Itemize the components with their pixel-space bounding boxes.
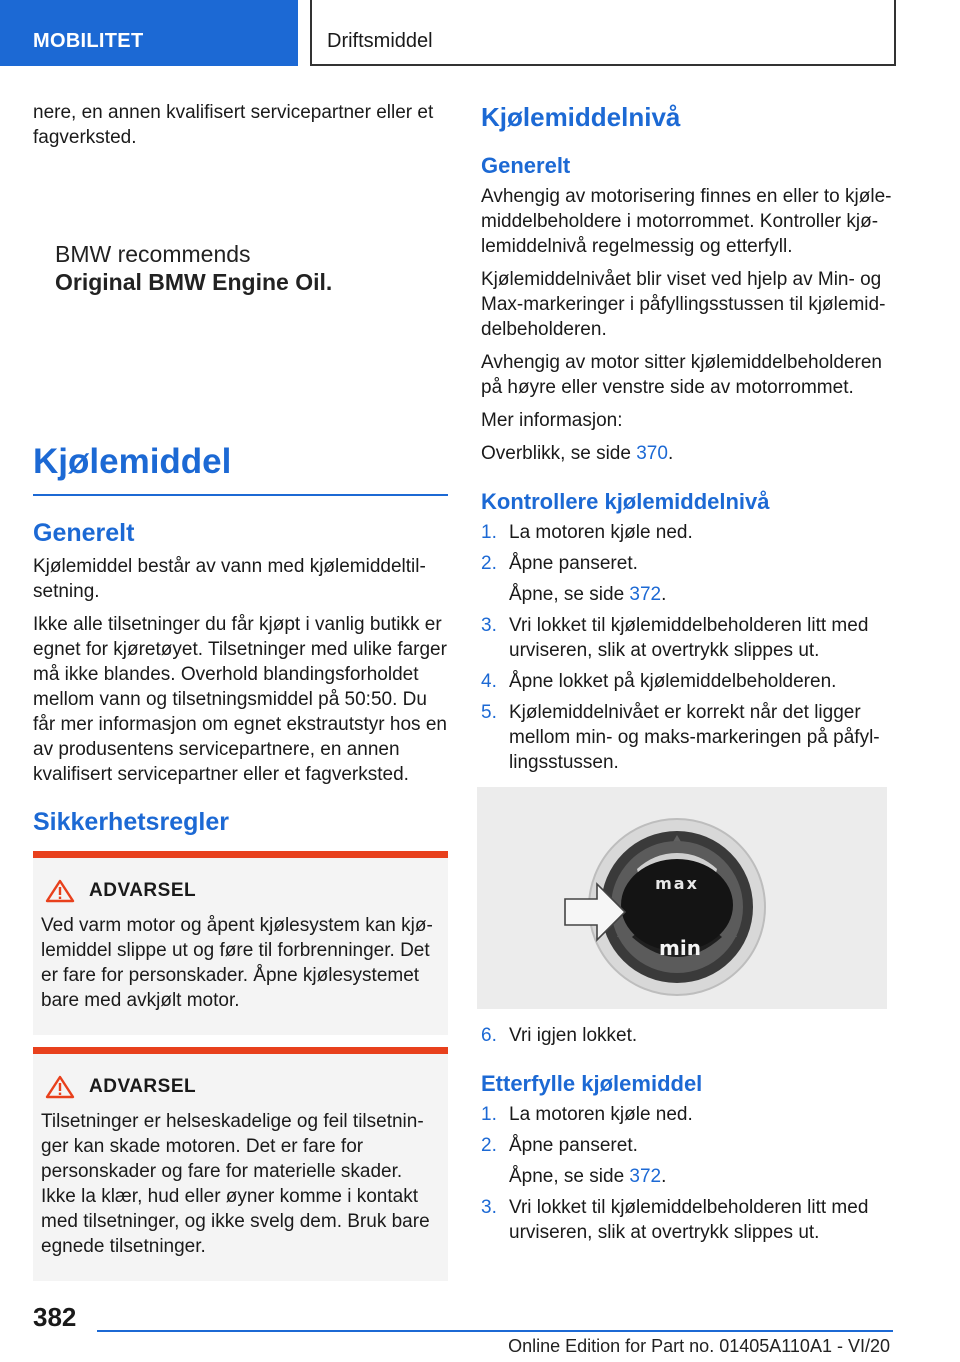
step-number: 3. [481,615,497,636]
step-number: 1. [481,522,497,543]
overview-page-link[interactable]: 370 [636,443,668,464]
warning-label: ADVARSEL [89,1076,197,1097]
step-text: Vri igjen lokket. [509,1025,638,1046]
step-text: Vri lokket til kjølemiddelbeholderen litt med urviseren, slik at overtrykk slippes ut. [509,1197,869,1243]
edition-info: Online Edition for Part no. 01405A110A1 - VI/20 [508,1336,890,1356]
step-number: 1. [481,1104,497,1125]
step-text: Kjølemiddelnivået er korrekt når det ligger mellom min- og maks-markeringen på påfyllingsstussen. [509,702,880,773]
warning-label: ADVARSEL [89,880,197,901]
bmw-oil-advert [33,158,448,418]
warning-text: Ved varm motor og åpent kjølesystem kan kjølemiddel slippe ut og føre til forbrenninger. Det er fare for personskader. Åpne kjølesystemet bare med avkjølt motor. [41,915,433,1011]
coolant-reservoir-illustration [477,787,887,1009]
heading-general: Generelt [481,153,571,178]
list-item [481,1023,893,1048]
list-item [481,1195,893,1245]
step-text: Åpne panseret. [509,553,638,574]
section-tab: MOBILITET [0,0,298,66]
sub-reference-suffix: . [661,584,667,605]
check-steps-list [481,520,893,775]
step-text: La motoren kjøle ned. [509,522,693,543]
list-item [481,700,893,775]
overview-suffix: . [667,443,674,464]
warning-box-1 [33,851,448,1035]
coolant-cap-photo [477,787,887,1009]
warning-triangle-icon [45,879,75,903]
step-sub-reference [509,1164,893,1189]
chapter-tab: Driftsmiddel [310,0,896,66]
overview-reference [481,441,893,466]
page-link-372[interactable]: 372 [629,584,662,605]
general-paragraph-1: Kjølemiddel består av vann med kjølemiddeltilsetning. [33,556,426,602]
warning-text: Tilsetninger er helseskadelige og feil tilsetninger kan skade motoren. Det er fare for personskader og fare for materielle skader. Ikke la klær, hud eller øyner komme i kontakt med tilsetninger, og ikke svelg dem. Bruk bare egnede tilsetninger. [41,1111,430,1257]
heading-safety: Sikkerhetsregler [33,808,229,836]
page-number: 382 [33,1302,77,1332]
step-number: 2. [481,1135,497,1156]
refill-steps-list [481,1102,893,1245]
max-marking: max [655,874,699,893]
check-steps-list-continued [481,1023,893,1048]
level-paragraph-2: Kjølemiddelnivået blir viset ved hjelp av Min- og Max-markeringer i påfyllingsstussen til kjølemiddelbeholderen. [481,269,886,340]
left-column [33,100,448,1281]
level-paragraph-3: Avhengig av motor sitter kjølemiddelbeholderen på høyre eller venstre side av motorrommet. [481,352,882,398]
general-paragraph-2: Ikke alle tilsetninger du får kjøpt i vanlig butikk er egnet for kjøretøyet. Tilsetninger med ulike farger må ikke blandes. Overhold blandingsforholdet mellom vann og tilsetningsmiddel på 50:50. Du får mer informasjon om egnet ekstrautstyr hos en av produsentens servicepartnere, en annen kvalifisert servicepartner eller et fagverksted. [33,614,447,785]
list-item [481,520,893,545]
step-text: Åpne panseret. [509,1135,638,1156]
heading-general: Generelt [33,519,135,547]
step-sub-reference [509,582,893,607]
section-title-coolant-level: Kjølemiddelnivå [481,102,681,132]
list-item [481,613,893,663]
warning-box-2 [33,1047,448,1281]
page-link-372[interactable]: 372 [629,1166,662,1187]
advert-line-1: BMW recommends [55,241,251,267]
list-item [481,1102,893,1127]
level-paragraph-1: Avhengig av motorisering finnes en eller to kjølemiddelbeholdere i motorrommet. Kontroller kjølemiddelnivå regelmessig og etterfyll. [481,186,892,257]
page-header [0,0,960,66]
sub-reference-text: Åpne, se side [509,584,630,605]
list-item [481,1133,893,1158]
heading-check-level: Kontrollere kjølemiddelnivå [481,489,770,514]
intro-paragraph: nere, en annen kvalifisert servicepartner eller et fagverksted. [33,102,434,148]
step-number: 4. [481,671,497,692]
footer-divider [97,1330,893,1332]
overview-text: Overblikk, se side [481,443,637,464]
step-number: 6. [481,1025,497,1046]
list-item [481,669,893,694]
list-item [481,551,893,576]
right-column [481,100,893,1251]
warning-triangle-icon [45,1075,75,1099]
min-marking: min [659,936,701,960]
heading-refill-coolant: Etterfylle kjølemiddel [481,1071,703,1096]
more-info-label: Mer informasjon: [481,410,623,431]
step-text: La motoren kjøle ned. [509,1104,693,1125]
step-number: 2. [481,553,497,574]
step-number: 3. [481,1197,497,1218]
sub-reference-text: Åpne, se side [509,1166,630,1187]
section-title-coolant: Kjølemiddel [33,442,448,496]
step-text: Åpne lokket på kjølemiddelbeholderen. [509,671,837,692]
step-text: Vri lokket til kjølemiddelbeholderen litt med urviseren, slik at overtrykk slippes ut. [509,615,869,661]
sub-reference-suffix: . [661,1166,667,1187]
step-number: 5. [481,702,497,723]
advert-line-2: Original BMW Engine Oil. [55,269,333,295]
